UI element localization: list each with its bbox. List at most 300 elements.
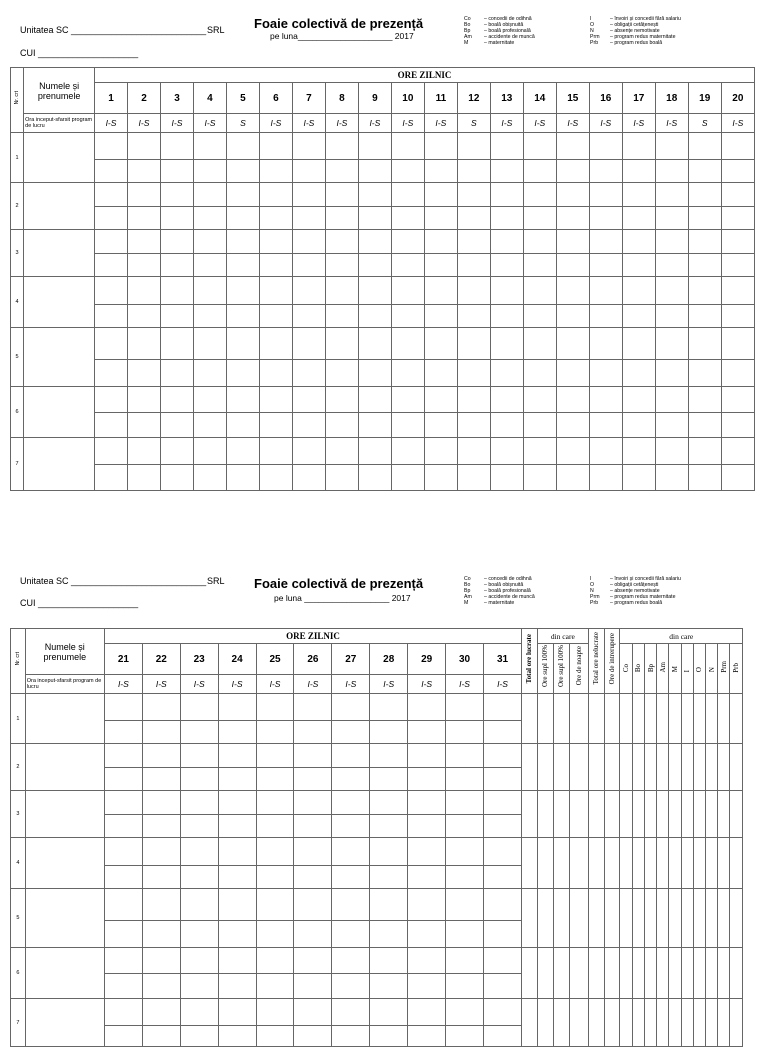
hours-cell bbox=[160, 305, 193, 328]
hours-cell bbox=[446, 694, 484, 721]
hours-cell bbox=[370, 768, 408, 791]
name-cell bbox=[25, 694, 104, 744]
summary-cell bbox=[693, 791, 705, 838]
hours-cell bbox=[688, 230, 721, 254]
hours-cell bbox=[180, 948, 218, 974]
hours-cell bbox=[292, 387, 325, 413]
hours-cell bbox=[370, 791, 408, 815]
hours-cell bbox=[721, 465, 754, 491]
summary-cell bbox=[588, 948, 604, 999]
summary-cell bbox=[604, 694, 620, 744]
hours-cell bbox=[391, 438, 424, 465]
hours-cell bbox=[218, 744, 256, 768]
summary-cell bbox=[632, 999, 644, 1047]
hours-cell bbox=[408, 815, 446, 838]
hours-cell bbox=[160, 387, 193, 413]
day-header: 2 bbox=[128, 83, 161, 114]
schedule-cell: I-S bbox=[294, 675, 332, 694]
absence-code-header bbox=[730, 644, 743, 694]
hours-cell bbox=[688, 133, 721, 160]
hours-cell bbox=[259, 360, 292, 387]
hours-cell bbox=[391, 277, 424, 305]
absence-code-label: Bp bbox=[646, 664, 655, 673]
hours-cell bbox=[259, 465, 292, 491]
hours-cell bbox=[294, 815, 332, 838]
hours-cell bbox=[128, 413, 161, 438]
legend-row: N – absențe nemotivate bbox=[590, 588, 660, 594]
hours-cell bbox=[358, 254, 391, 277]
row-number: 2 bbox=[11, 183, 24, 230]
hours-cell bbox=[688, 328, 721, 360]
hours-cell bbox=[483, 866, 521, 889]
hours-cell bbox=[622, 328, 655, 360]
ora-program-label: Ora inceput-sfarsit program de lucru bbox=[25, 675, 104, 694]
hours-cell bbox=[193, 413, 226, 438]
name-cell bbox=[25, 948, 104, 999]
header-row bbox=[11, 68, 755, 83]
table-row bbox=[11, 744, 743, 768]
hours-cell bbox=[95, 465, 128, 491]
legend-row: Prm – program redus maternitate bbox=[590, 34, 676, 40]
summary-cell bbox=[669, 791, 681, 838]
numele-header: Numele și prenumele bbox=[25, 629, 104, 675]
legend-row: N – absențe nemotivate bbox=[590, 28, 660, 34]
hours-cell bbox=[457, 328, 490, 360]
hours-cell bbox=[104, 721, 142, 744]
day-header: 23 bbox=[180, 644, 218, 675]
hours-cell bbox=[104, 948, 142, 974]
hours-cell bbox=[589, 305, 622, 328]
hours-cell bbox=[556, 254, 589, 277]
hours-cell bbox=[589, 360, 622, 387]
hours-cell bbox=[95, 387, 128, 413]
hours-cell bbox=[622, 465, 655, 491]
cui-field: CUI ____________________ bbox=[20, 598, 139, 608]
summary-cell bbox=[588, 694, 604, 744]
hours-cell bbox=[391, 133, 424, 160]
day-header: 6 bbox=[259, 83, 292, 114]
summary-cell bbox=[644, 744, 656, 791]
hours-cell bbox=[446, 721, 484, 744]
hours-cell bbox=[446, 974, 484, 999]
row-number: 6 bbox=[11, 387, 24, 438]
hours-cell bbox=[490, 413, 523, 438]
row-number: 5 bbox=[11, 328, 24, 387]
legend-row: Prb – program redus boală bbox=[590, 40, 663, 46]
summary-cell bbox=[644, 694, 656, 744]
hours-cell bbox=[490, 254, 523, 277]
hours-cell bbox=[104, 921, 142, 948]
hours-cell bbox=[292, 328, 325, 360]
page-title: Foaie colectivă de prezență bbox=[254, 576, 424, 591]
table-row bbox=[11, 230, 755, 254]
day-header: 20 bbox=[721, 83, 754, 114]
day-header: 13 bbox=[490, 83, 523, 114]
sub-column-label: Ore de noapte bbox=[574, 646, 583, 686]
hours-cell bbox=[128, 230, 161, 254]
hours-cell bbox=[446, 815, 484, 838]
attendance-table-days-21-31 bbox=[10, 628, 743, 1047]
hours-cell bbox=[142, 744, 180, 768]
hours-cell bbox=[483, 791, 521, 815]
hours-cell bbox=[259, 183, 292, 207]
hours-cell bbox=[332, 815, 370, 838]
schedule-row bbox=[11, 114, 755, 133]
table-row bbox=[11, 838, 743, 866]
summary-cell bbox=[537, 889, 553, 948]
day-header: 16 bbox=[589, 83, 622, 114]
hours-cell bbox=[408, 791, 446, 815]
hours-cell bbox=[95, 254, 128, 277]
hours-cell bbox=[483, 838, 521, 866]
hours-cell bbox=[391, 305, 424, 328]
hours-cell bbox=[95, 360, 128, 387]
summary-cell bbox=[644, 999, 656, 1047]
day-header: 18 bbox=[655, 83, 688, 114]
hours-cell bbox=[446, 838, 484, 866]
absence-code-header bbox=[657, 644, 669, 694]
hours-cell bbox=[218, 768, 256, 791]
hours-cell bbox=[721, 254, 754, 277]
hours-cell bbox=[408, 948, 446, 974]
absence-code-label: I bbox=[683, 670, 692, 673]
hours-cell bbox=[589, 387, 622, 413]
hours-cell bbox=[128, 277, 161, 305]
hours-cell bbox=[424, 413, 457, 438]
hours-cell bbox=[655, 160, 688, 183]
hours-cell bbox=[325, 207, 358, 230]
hours-cell bbox=[523, 183, 556, 207]
hours-cell bbox=[523, 230, 556, 254]
schedule-cell: I-S bbox=[104, 675, 142, 694]
hours-cell bbox=[332, 838, 370, 866]
hours-cell bbox=[556, 183, 589, 207]
hours-cell bbox=[104, 889, 142, 921]
sub-column-header bbox=[569, 644, 588, 694]
ore-zilnic-header: ORE ZILNIC bbox=[104, 629, 521, 644]
hours-cell bbox=[256, 921, 294, 948]
hours-cell bbox=[226, 183, 259, 207]
hours-cell bbox=[142, 1026, 180, 1047]
absence-code-header bbox=[620, 644, 632, 694]
hours-cell bbox=[408, 889, 446, 921]
hours-cell bbox=[523, 360, 556, 387]
hours-cell bbox=[325, 277, 358, 305]
hours-cell bbox=[218, 791, 256, 815]
hours-cell bbox=[292, 305, 325, 328]
summary-cell bbox=[522, 838, 538, 889]
summary-cell bbox=[669, 838, 681, 889]
hours-cell bbox=[95, 438, 128, 465]
summary-cell bbox=[681, 948, 693, 999]
hours-cell bbox=[457, 207, 490, 230]
hours-cell bbox=[104, 694, 142, 721]
summary-cell bbox=[706, 948, 718, 999]
day-header: 9 bbox=[358, 83, 391, 114]
schedule-cell: I-S bbox=[325, 114, 358, 133]
hours-cell bbox=[688, 183, 721, 207]
hours-cell bbox=[256, 768, 294, 791]
hours-cell bbox=[424, 160, 457, 183]
table-row bbox=[11, 438, 755, 465]
absence-code-header bbox=[706, 644, 718, 694]
hours-cell bbox=[490, 207, 523, 230]
legend-left bbox=[464, 16, 589, 46]
table-row bbox=[11, 328, 755, 360]
summary-cell bbox=[681, 838, 693, 889]
schedule-cell: I-S bbox=[292, 114, 325, 133]
summary-cell bbox=[718, 744, 730, 791]
absence-code-label: Bo bbox=[634, 664, 643, 673]
hours-cell bbox=[589, 328, 622, 360]
hours-cell bbox=[325, 360, 358, 387]
day-header: 31 bbox=[483, 644, 521, 675]
summary-cell bbox=[693, 744, 705, 791]
absence-code-header bbox=[718, 644, 730, 694]
hours-cell bbox=[358, 438, 391, 465]
summary-cell bbox=[553, 948, 569, 999]
hours-cell bbox=[104, 791, 142, 815]
hours-cell bbox=[292, 183, 325, 207]
din-care-header: din care bbox=[620, 629, 743, 644]
cui-field: CUI ____________________ bbox=[20, 48, 139, 58]
hours-cell bbox=[655, 133, 688, 160]
nr-crt-header bbox=[11, 629, 26, 694]
hours-cell bbox=[325, 254, 358, 277]
hours-cell bbox=[721, 413, 754, 438]
summary-cell bbox=[620, 744, 632, 791]
summary-cell bbox=[693, 889, 705, 948]
hours-cell bbox=[424, 133, 457, 160]
hours-cell bbox=[483, 768, 521, 791]
total-ore-lucrate-label: Total ore lucrate bbox=[525, 633, 534, 684]
legend-row: Am – accidente de muncă bbox=[464, 34, 535, 40]
legend-row: Bo – boală obișnuită bbox=[464, 22, 524, 28]
summary-cell bbox=[718, 999, 730, 1047]
summary-cell bbox=[569, 694, 588, 744]
summary-cell bbox=[706, 889, 718, 948]
hours-cell bbox=[226, 413, 259, 438]
row-number: 7 bbox=[11, 438, 24, 491]
hours-cell bbox=[655, 305, 688, 328]
legend-row: Co – concedii de odihnă bbox=[464, 576, 532, 582]
hours-cell bbox=[424, 230, 457, 254]
summary-cell bbox=[522, 744, 538, 791]
name-cell bbox=[24, 183, 95, 230]
summary-cell bbox=[620, 791, 632, 838]
hours-cell bbox=[589, 277, 622, 305]
hours-cell bbox=[556, 230, 589, 254]
hours-cell bbox=[259, 305, 292, 328]
hours-cell bbox=[256, 866, 294, 889]
schedule-cell: I-S bbox=[180, 675, 218, 694]
summary-cell bbox=[537, 999, 553, 1047]
hours-cell bbox=[370, 1026, 408, 1047]
hours-cell bbox=[457, 387, 490, 413]
hours-cell bbox=[408, 1026, 446, 1047]
absence-code-header bbox=[681, 644, 693, 694]
summary-cell bbox=[681, 744, 693, 791]
schedule-cell: S bbox=[457, 114, 490, 133]
hours-cell bbox=[721, 328, 754, 360]
hours-cell bbox=[490, 160, 523, 183]
hours-cell bbox=[193, 328, 226, 360]
hours-cell bbox=[180, 921, 218, 948]
hours-cell bbox=[688, 277, 721, 305]
srl-label: SRL bbox=[207, 576, 225, 586]
hours-cell bbox=[358, 207, 391, 230]
hours-cell bbox=[95, 328, 128, 360]
hours-cell bbox=[332, 744, 370, 768]
hours-cell bbox=[589, 207, 622, 230]
hours-cell bbox=[294, 999, 332, 1026]
hours-cell bbox=[655, 387, 688, 413]
schedule-cell: I-S bbox=[256, 675, 294, 694]
day-header: 12 bbox=[457, 83, 490, 114]
hours-cell bbox=[457, 254, 490, 277]
hours-cell bbox=[294, 948, 332, 974]
hours-cell bbox=[358, 465, 391, 491]
schedule-cell: I-S bbox=[483, 675, 521, 694]
summary-cell bbox=[522, 694, 538, 744]
hours-cell bbox=[446, 791, 484, 815]
hours-cell bbox=[193, 387, 226, 413]
hours-cell bbox=[332, 866, 370, 889]
summary-cell bbox=[718, 948, 730, 999]
hours-cell bbox=[193, 230, 226, 254]
day-header: 26 bbox=[294, 644, 332, 675]
summary-cell bbox=[657, 889, 669, 948]
hours-cell bbox=[332, 921, 370, 948]
name-cell bbox=[25, 838, 104, 889]
hours-cell bbox=[556, 328, 589, 360]
hours-cell bbox=[325, 133, 358, 160]
hours-cell bbox=[523, 328, 556, 360]
row-number: 4 bbox=[11, 277, 24, 328]
hours-cell bbox=[128, 438, 161, 465]
legend-row: M – maternitate bbox=[464, 40, 515, 46]
schedule-cell: I-S bbox=[332, 675, 370, 694]
summary-cell bbox=[644, 791, 656, 838]
legend-right bbox=[590, 16, 715, 46]
summary-cell bbox=[718, 838, 730, 889]
hours-cell bbox=[332, 1026, 370, 1047]
summary-cell bbox=[588, 838, 604, 889]
hours-cell bbox=[483, 721, 521, 744]
hours-cell bbox=[358, 305, 391, 328]
hours-cell bbox=[259, 387, 292, 413]
hours-cell bbox=[424, 254, 457, 277]
hours-cell bbox=[556, 387, 589, 413]
table-row bbox=[11, 183, 755, 207]
summary-cell bbox=[620, 889, 632, 948]
hours-cell bbox=[95, 230, 128, 254]
table-row bbox=[11, 948, 743, 974]
hours-cell bbox=[408, 768, 446, 791]
summary-cell bbox=[569, 791, 588, 838]
hours-cell bbox=[483, 921, 521, 948]
absence-code-header bbox=[693, 644, 705, 694]
name-cell bbox=[24, 133, 95, 183]
hours-cell bbox=[655, 438, 688, 465]
summary-cell bbox=[588, 791, 604, 838]
hours-cell bbox=[446, 921, 484, 948]
hours-cell bbox=[160, 183, 193, 207]
summary-cell bbox=[669, 694, 681, 744]
legend-row: Bo – boală obișnuită bbox=[464, 582, 524, 588]
hours-cell bbox=[292, 438, 325, 465]
hours-cell bbox=[256, 974, 294, 999]
day-header: 15 bbox=[556, 83, 589, 114]
hours-cell bbox=[457, 183, 490, 207]
ore-intrerupere-label: Ore de intrerupere bbox=[608, 632, 617, 685]
hours-cell bbox=[325, 160, 358, 183]
summary-cell bbox=[681, 999, 693, 1047]
hours-cell bbox=[142, 815, 180, 838]
summary-cell bbox=[588, 999, 604, 1047]
hours-cell bbox=[457, 360, 490, 387]
summary-cell bbox=[620, 838, 632, 889]
day-header: 5 bbox=[226, 83, 259, 114]
hours-cell bbox=[622, 254, 655, 277]
hours-cell bbox=[256, 999, 294, 1026]
hours-cell bbox=[358, 387, 391, 413]
hours-cell bbox=[523, 160, 556, 183]
hours-cell bbox=[160, 254, 193, 277]
hours-cell bbox=[218, 815, 256, 838]
hours-cell bbox=[259, 207, 292, 230]
summary-cell bbox=[657, 694, 669, 744]
hours-cell bbox=[193, 305, 226, 328]
legend-left bbox=[464, 576, 589, 606]
absence-code-label: O bbox=[695, 667, 704, 673]
hours-cell bbox=[226, 160, 259, 183]
summary-cell bbox=[553, 791, 569, 838]
hours-cell bbox=[391, 413, 424, 438]
hours-cell bbox=[721, 305, 754, 328]
hours-cell bbox=[556, 133, 589, 160]
page-title: Foaie colectivă de prezență bbox=[254, 16, 424, 31]
hours-cell bbox=[95, 207, 128, 230]
hours-cell bbox=[332, 889, 370, 921]
summary-cell bbox=[706, 791, 718, 838]
hours-cell bbox=[391, 207, 424, 230]
summary-cell bbox=[522, 999, 538, 1047]
hours-cell bbox=[142, 999, 180, 1026]
hours-cell bbox=[218, 999, 256, 1026]
hours-cell bbox=[721, 230, 754, 254]
hours-cell bbox=[193, 133, 226, 160]
summary-cell bbox=[669, 744, 681, 791]
hours-cell bbox=[292, 465, 325, 491]
hours-cell bbox=[332, 948, 370, 974]
hours-cell bbox=[104, 838, 142, 866]
hours-cell bbox=[408, 866, 446, 889]
hours-cell bbox=[556, 305, 589, 328]
hours-cell bbox=[104, 1026, 142, 1047]
hours-cell bbox=[294, 974, 332, 999]
table-row bbox=[11, 360, 755, 387]
hours-cell bbox=[688, 465, 721, 491]
hours-cell bbox=[721, 387, 754, 413]
schedule-cell: I-S bbox=[193, 114, 226, 133]
hours-cell bbox=[523, 277, 556, 305]
table-row bbox=[11, 387, 755, 413]
hours-cell bbox=[259, 160, 292, 183]
hours-cell bbox=[655, 277, 688, 305]
hours-cell bbox=[655, 465, 688, 491]
schedule-cell: I-S bbox=[160, 114, 193, 133]
